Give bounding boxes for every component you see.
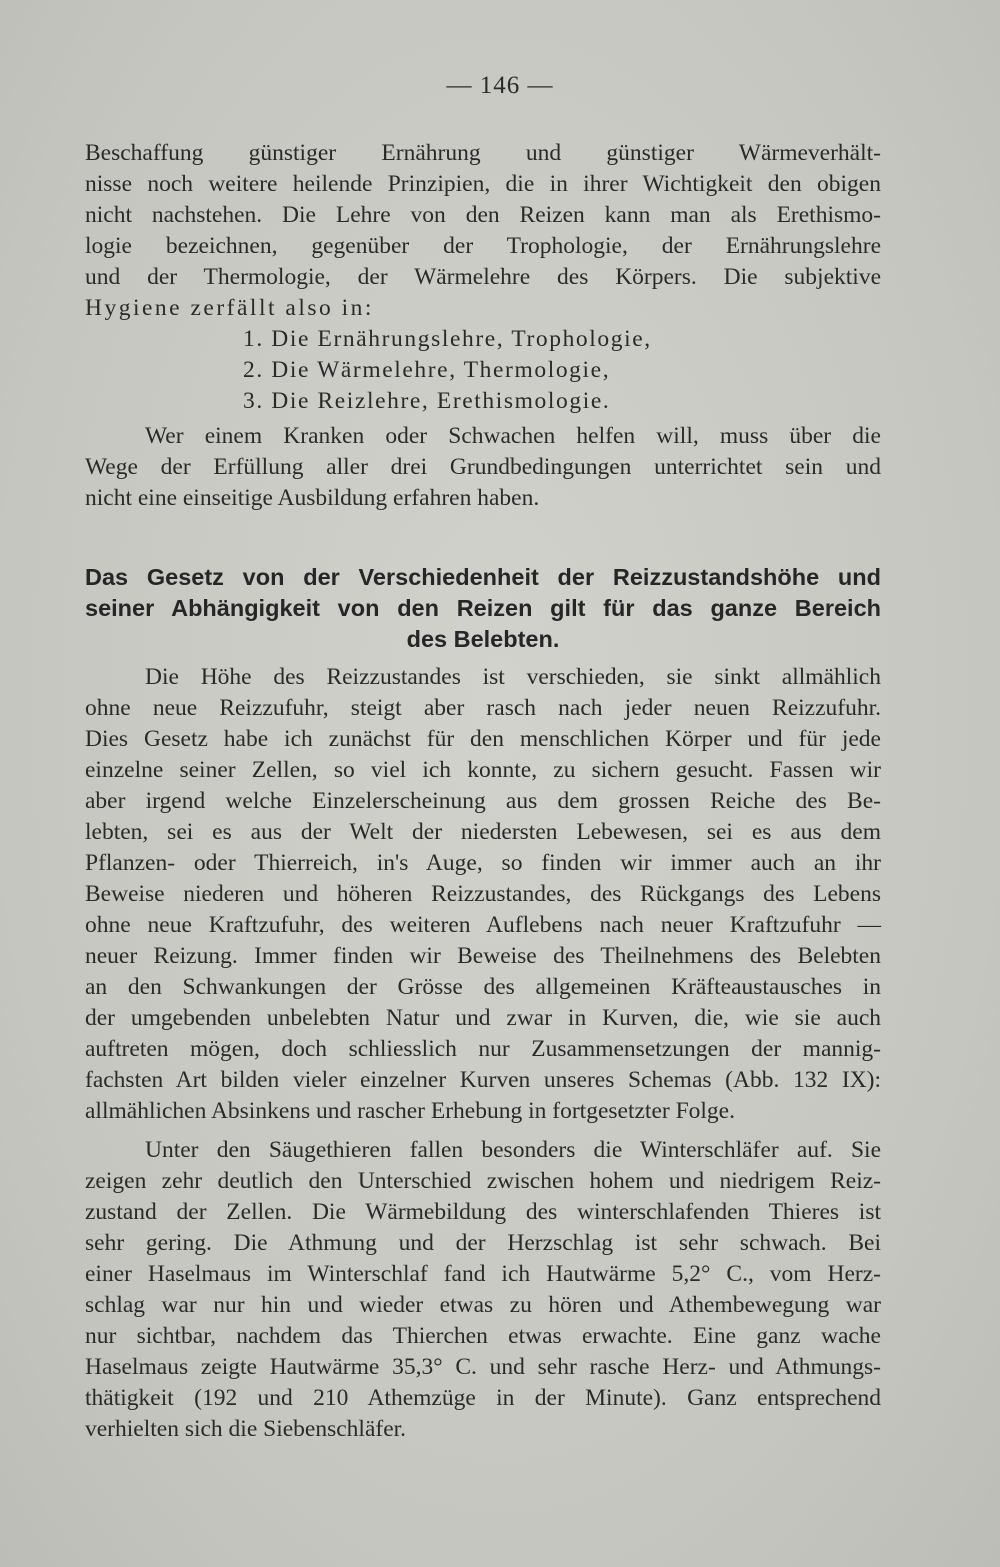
text-line: und der Thermologie, der Wärmelehre des Körpers. Die subjektive	[85, 264, 881, 290]
text-line: lebten, sei es aus der Welt der niedersten Lebewesen, sei es aus dem	[85, 819, 881, 845]
text-line: Beweise niederen und höheren Reizzustandes, des Rückgangs des Lebens	[85, 881, 881, 907]
text-line: auftreten mögen, doch schliesslich nur Zusammensetzungen der mannig-	[85, 1036, 881, 1062]
text-line: zeigen zehr deutlich den Unterschied zwischen hohem und niedrigem Reiz-	[85, 1168, 881, 1194]
hygiene-list	[243, 324, 652, 417]
body-paragraph-1	[85, 662, 881, 1127]
text-line: Unter den Säugethieren fallen besonders die Winterschläfer auf. Sie	[145, 1137, 881, 1163]
intro-paragraph	[85, 138, 881, 324]
text-line: Wege der Erfüllung aller drei Grundbedingungen unterrichtet sein und	[85, 454, 881, 480]
heading-line: seiner Abhängigkeit von den Reizen gilt für das ganze Bereich	[85, 595, 881, 621]
text-line: Die Höhe des Reizzustandes ist verschieden, sie sinkt allmählich	[145, 664, 881, 690]
text-line: nicht eine einseitige Ausbildung erfahren haben.	[85, 485, 540, 511]
text-line: einzelne seiner Zellen, so viel ich konnte, zu sichern gesucht. Fassen wir	[85, 757, 881, 783]
text-line: schlag war nur hin und wieder etwas zu hören und Athembewegung war	[85, 1292, 881, 1318]
section-heading	[85, 562, 881, 655]
list-item: 3. Die Reizlehre, Erethismologie.	[243, 388, 611, 414]
text-line: an den Schwankungen der Grösse des allgemeinen Kräfteaustausches in	[85, 974, 881, 1000]
text-line: verhielten sich die Siebenschläfer.	[85, 1416, 407, 1442]
text-line: ohne neue Reizzufuhr, steigt aber rasch nach jeder neuen Reizzufuhr.	[85, 695, 881, 721]
list-item: 2. Die Wärmelehre, Thermologie,	[243, 357, 611, 383]
text-line: einer Haselmaus im Winterschlaf fand ich Hautwärme 5,2° C., vom Herz-	[85, 1261, 881, 1287]
text-line: fachsten Art bilden vieler einzelner Kurven unseres Schemas (Abb. 132 IX):	[85, 1067, 881, 1093]
text-line: ohne neue Kraftzufuhr, des weiteren Auflebens nach neuer Kraftzufuhr —	[85, 912, 881, 938]
text-line: neuer Reizung. Immer finden wir Beweise des Theilnehmens des Belebten	[85, 943, 881, 969]
text-line: nur sichtbar, nachdem das Thierchen etwas erwachte. Eine ganz wache	[85, 1323, 881, 1349]
text-line: thätigkeit (192 und 210 Athemzüge in der Minute). Ganz entsprechend	[85, 1385, 881, 1411]
text-line: allmählichen Absinkens und rascher Erhebung in fortgesetzter Folge.	[85, 1098, 735, 1124]
text-line: Dies Gesetz habe ich zunächst für den menschlichen Körper und für jede	[85, 726, 881, 752]
text-line: Haselmaus zeigte Hautwärme 35,3° C. und sehr rasche Herz- und Athmungs-	[85, 1354, 881, 1380]
text-line: Wer einem Kranken oder Schwachen helfen will, muss über die	[145, 423, 881, 449]
heading-line: des Belebten.	[406, 626, 560, 652]
text-line: der umgebenden unbelebten Natur und zwar in Kurven, die, wie sie auch	[85, 1005, 881, 1031]
body-paragraph-2	[85, 1135, 881, 1445]
text-line: nicht nachstehen. Die Lehre von den Reizen kann man als Erethismo-	[85, 202, 881, 228]
closing-paragraph	[85, 421, 881, 514]
text-line: Pflanzen- oder Thierreich, in's Auge, so finden wir immer auch an ihr	[85, 850, 881, 876]
list-item: 1. Die Ernährungslehre, Trophologie,	[243, 326, 652, 352]
text-line: Beschaffung günstiger Ernährung und günstiger Wärmeverhält-	[85, 140, 881, 166]
text-line: nisse noch weitere heilende Prinzipien, die in ihrer Wichtigkeit den obigen	[85, 171, 881, 197]
text-line: logie bezeichnen, gegenüber der Trophologie, der Ernährungslehre	[85, 233, 881, 259]
page-number: — 146 —	[446, 72, 554, 99]
text-line: Hygiene zerfällt also in:	[85, 295, 374, 321]
text-line: aber irgend welche Einzelerscheinung aus dem grossen Reiche des Be-	[85, 788, 881, 814]
text-line: sehr gering. Die Athmung und der Herzschlag ist sehr schwach. Bei	[85, 1230, 881, 1256]
text-line: zustand der Zellen. Die Wärmebildung des winterschlafenden Thieres ist	[85, 1199, 881, 1225]
heading-line: Das Gesetz von der Verschiedenheit der Reizzustandshöhe und	[85, 564, 881, 590]
